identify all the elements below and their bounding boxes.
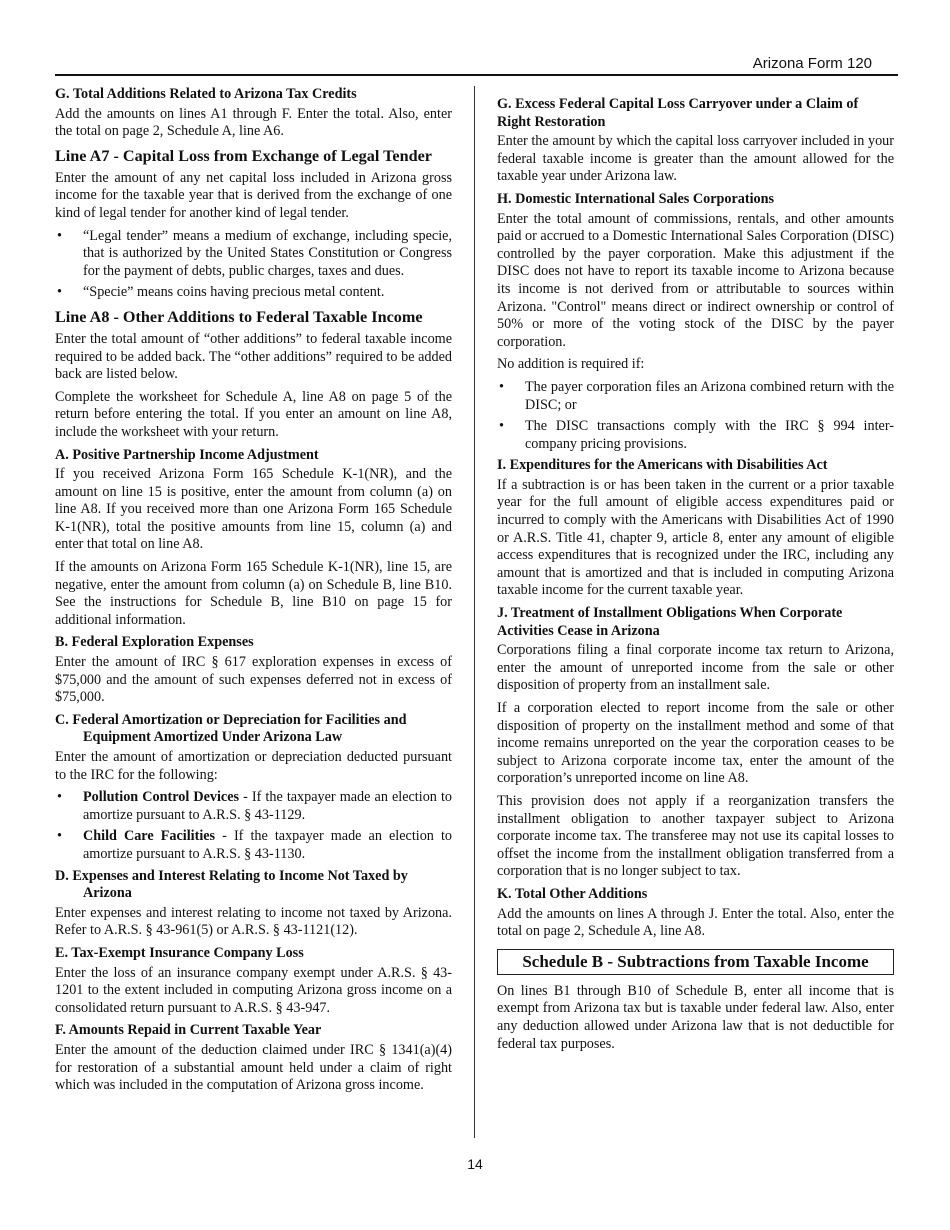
section-c-text: Enter the amount of amortization or depreciation deducted pursuant to the IRC for the following:	[55, 749, 452, 783]
section-k-text: Add the amounts on lines A through J. Enter the total. Also, enter the total on page 2, Schedule A, line A8.	[497, 905, 894, 940]
schedule-b-text: On lines B1 through B10 of Schedule B, enter all income that is exempt from Arizona tax but is taxable under federal law. Also, enter any deduction allowed under Arizona law that is not deductible for federal tax purposes.	[497, 982, 894, 1052]
section-h-heading: H. Domestic International Sales Corporations	[497, 190, 775, 207]
section-i-text: If a subtraction is or has been taken in the current or a prior taxable year for the full amount of eligible access expenditures paid or incurred to comply with the Americans with Disabilities Act of 1990 or A.R.S. Title 41, chapter 9, article 8, enter any amount of eligible access expenditures that is recognized under the IRC, including any amount that is amortized and that is included in computing Arizona taxable income for the current taxable year.	[497, 476, 894, 599]
section-j-text-1: Corporations filing a final corporate income tax return to Arizona, enter the amount of unreported income from the sale or other disposition of property from an installment sale.	[497, 642, 894, 694]
form-title: Arizona Form 120	[752, 55, 872, 72]
section-b-heading: B. Federal Exploration Expenses	[55, 634, 254, 651]
a8-heading: Line A8 - Other Additions to Federal Taxable Income	[55, 307, 423, 326]
section-c-heading: C. Federal Amortization or Depreciation for Facilities and Equipment Amortized Under Arizona Law	[55, 711, 407, 746]
section-f-text: Enter the amount of the deduction claimed under IRC § 1341(a)(4) for restoration of a substantial amount held under a claim of right which was included in the computation of Arizona gross income.	[55, 1041, 452, 1094]
a7-text: Enter the amount of any net capital loss included in Arizona gross income for the taxable year that is derived from the exchange of one kind of legal tender for another kind of legal tender.	[55, 169, 452, 221]
a8-text-1: Enter the total amount of “other additions” to federal taxable income required to be added back. The “other additions” required to be added back are listed below.	[55, 330, 452, 383]
section-f-heading: F. Amounts Repaid in Current Taxable Year	[55, 1022, 322, 1039]
a8-text-2: Complete the worksheet for Schedule A, line A8 on page 5 of the return before entering the total. If you enter an amount on line A8, include the worksheet with your return.	[55, 388, 452, 440]
g-total-text: Add the amounts on lines A1 through F. Enter the total. Also, enter the total on page 2, Schedule A, line A6.	[55, 105, 452, 140]
section-d-text: Enter expenses and interest relating to income not taxed by Arizona. Refer to A.R.S. § 43-961(5) or A.R.S. § 43-1121(12).	[55, 904, 452, 939]
section-a-heading: A. Positive Partnership Income Adjustment	[55, 446, 319, 463]
section-k-heading: K. Total Other Additions	[497, 885, 648, 902]
schedule-b-heading: Schedule B - Subtractions from Taxable Income	[497, 949, 894, 975]
list-item: • “Specie” means coins having precious metal content.	[57, 284, 385, 301]
page-number: 14	[467, 1156, 483, 1172]
section-g-text: Enter the amount by which the capital loss carryover included in your federal taxable income is greater than the amount allowed for the taxable year under Arizona law.	[497, 133, 894, 185]
list-item: • Child Care Facilities - If the taxpayer made an election to amortize pursuant to A.R.S. § 43-1130.	[57, 828, 452, 862]
section-h-text: Enter the total amount of commissions, rentals, and other amounts paid or accrued to a Domestic International Sales Corporation (DISC) controlled by the payer corporation. Make this adjustment if the DISC does not have to report its taxable income to Arizona because its income is not derived from or attributable to sources within Arizona. "Control" means direct or indirect ownership or control of 50% or more of the voting stock of the DISC by the payer corporation.	[497, 210, 894, 350]
left-column	[55, 86, 452, 1100]
section-j-text-2: If a corporation elected to report income from the sale or other disposition of property on the installment method and some of that income remains unreported on the year the corporation ceases to be subject to Arizona corporate income tax, enter the amount of the corporation’s unreported income on line A8.	[497, 700, 894, 787]
section-d-heading: D. Expenses and Interest Relating to Income Not Taxed by Arizona	[55, 867, 408, 902]
list-item: • The payer corporation files an Arizona combined return with the DISC; or	[499, 378, 894, 413]
section-a-text-1: If you received Arizona Form 165 Schedule K-1(NR), and the amount on line 15 is positive, enter the amount from column (a) on line A8. If you received more than one Arizona Form 165 Schedule K-1(NR), total the positive amounts from line 15, column (a) and enter that total on line A8.	[55, 466, 452, 553]
section-g-heading: G. Excess Federal Capital Loss Carryover under a Claim of Right Restoration	[497, 96, 859, 130]
a7-heading: Line A7 - Capital Loss from Exchange of Legal Tender	[55, 146, 432, 165]
g-total-heading: G. Total Additions Related to Arizona Tax Credits	[55, 86, 357, 102]
column-divider	[474, 86, 475, 1138]
section-j-text-3: This provision does not apply if a reorganization transfers the installment obligation to another taxpayer subject to Arizona corporate income tax. The transferee may not use its capital losses to offset the income from the installment obligation transferred from a corporation that is no longer subject to tax.	[497, 792, 894, 880]
a7-bullet-list	[55, 228, 452, 302]
section-j-heading: J. Treatment of Installment Obligations When Corporate Activities Cease in Arizona	[497, 605, 843, 639]
header-rule	[55, 74, 898, 76]
section-a-text-2: If the amounts on Arizona Form 165 Schedule K-1(NR), line 15, are negative, enter the amount from column (a) on Schedule B, line B10. See the instructions for Schedule B, line B10 on page 15 for additional information.	[55, 559, 452, 628]
list-item: • “Legal tender” means a medium of exchange, including specie, that is authorized by the United States Constitution or Congress for the payment of debts, public charges, taxes and dues.	[57, 227, 452, 279]
section-i-heading: I. Expenditures for the Americans with Disabilities Act	[497, 457, 828, 474]
no-addition-text: No addition is required if:	[497, 356, 645, 373]
list-item: • The DISC transactions comply with the IRC § 994 inter-company pricing provisions.	[499, 418, 894, 452]
right-column	[497, 86, 894, 1058]
section-e-heading: E. Tax-Exempt Insurance Company Loss	[55, 944, 304, 961]
section-e-text: Enter the loss of an insurance company exempt under A.R.S. § 43-1201 to the extent included in computing Arizona gross income on a consolidated return pursuant to A.R.S. § 43-947.	[55, 964, 452, 1016]
section-h-bullet-list	[497, 379, 894, 453]
section-b-text: Enter the amount of IRC § 617 exploration expenses in excess of $75,000 and the amount of such expenses deferred not in excess of $75,000.	[55, 654, 452, 706]
section-c-bullet-list	[55, 789, 452, 863]
list-item: • Pollution Control Devices - If the taxpayer made an election to amortize pursuant to A.R.S. § 43-1129.	[57, 789, 452, 823]
